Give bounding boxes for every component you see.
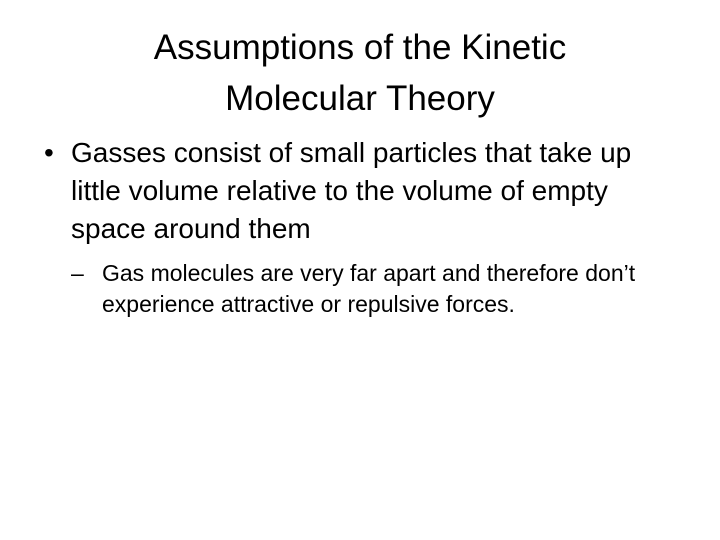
- bullet-text: Gasses consist of small particles that take up little volume relative to the volume of empty space around them: [71, 137, 632, 244]
- slide-title-line-2: Molecular Theory: [225, 79, 495, 118]
- bullet-item: [44, 134, 684, 248]
- slide-title-line-1: Assumptions of the Kinetic: [153, 28, 567, 67]
- bullet-marker: •: [44, 137, 54, 168]
- slide-title: [60, 22, 660, 124]
- sub-bullet-marker: –: [71, 260, 84, 286]
- slide-body: [44, 134, 684, 320]
- sub-bullet-text: Gas molecules are very far apart and therefore don’t experience attractive or repulsive forces.: [102, 260, 636, 317]
- sub-bullet-item: [71, 258, 684, 320]
